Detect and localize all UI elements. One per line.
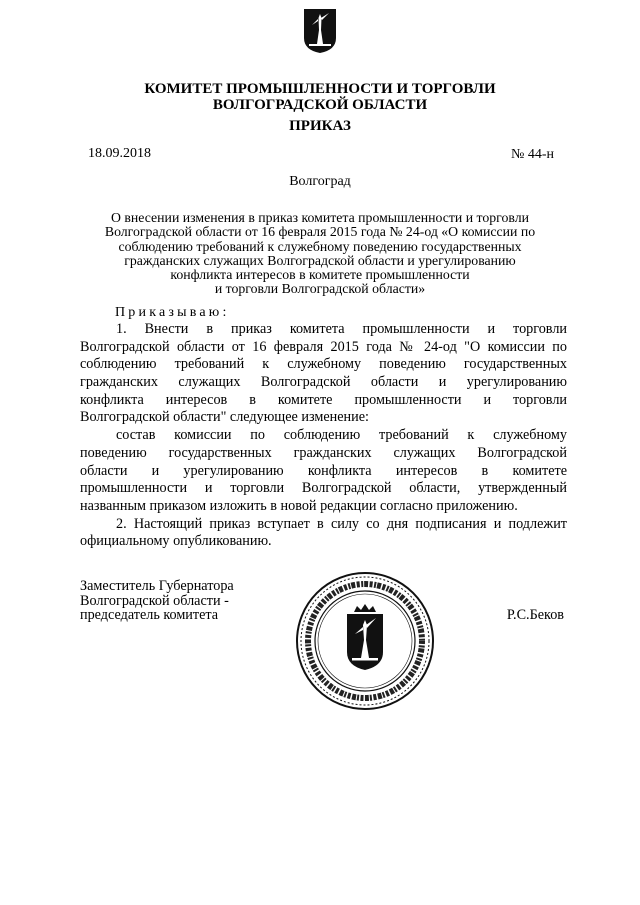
signatory-title-line: председатель комитета	[80, 607, 219, 624]
official-round-seal-icon	[294, 570, 436, 712]
body-line: названным приказом изложить в новой редакции согласно приложению.	[80, 497, 518, 514]
subject-line: гражданских служащих Волгоградской области и урегулированию	[124, 252, 516, 268]
body-line: области и урегулированию конфликта интересов в комитете	[80, 462, 567, 479]
organization-region: ВОЛГОГРАДСКОЙ ОБЛАСТИ	[212, 97, 428, 113]
subject-line: конфликта интересов в комитете промышленности	[170, 267, 470, 283]
body-line: Волгоградской области от 16 февраля 2015 года № 24-од "О комиссии по	[80, 338, 567, 355]
order-word: Приказываю:	[115, 305, 230, 320]
body-line: 1. Внести в приказ комитета промышленности и торговли	[116, 321, 567, 337]
subject-line: соблюдению требований к служебному поведению государственных	[118, 238, 522, 254]
document-body	[80, 321, 567, 551]
body-line: конфликта интересов в комитете промышленности и торговли	[80, 391, 567, 408]
body-line: Волгоградской области" следующее изменение:	[80, 409, 369, 426]
body-line: гражданских служащих Волгоградской области и урегулированию	[80, 374, 567, 391]
signatory-title	[80, 579, 234, 623]
signatory-title-line: Заместитель Губернатора	[80, 578, 234, 594]
subject-line: О внесении изменения в приказ комитета промышленности и торговли	[110, 210, 529, 225]
body-line: состав комиссии по соблюдению требований к служебному	[116, 427, 567, 444]
body-line: промышленности и торговли Волгоградской области, утвержденный	[80, 480, 567, 497]
subject-line: и торговли Волгоградской области»	[214, 281, 426, 297]
document-number: № 44-н	[510, 147, 554, 162]
volgograd-coat-of-arms-icon	[303, 8, 337, 54]
document-subject	[80, 211, 560, 297]
body-line: поведению государственных гражданских служащих Волгоградской	[80, 444, 567, 461]
signatory-title-line: Волгоградской области -	[80, 592, 229, 609]
document-date: 18.09.2018	[88, 146, 151, 161]
body-line: официальному опубликованию.	[80, 533, 272, 550]
body-line: соблюдению требований к служебному поведению государственных	[80, 356, 567, 373]
subject-line: Волгоградской области от 16 февраля 2015 года № 24-од «О комиссии по	[104, 224, 536, 240]
document-city: Волгоград	[289, 174, 351, 189]
organization-name: КОМИТЕТ ПРОМЫШЛЕННОСТИ И ТОРГОВЛИ	[144, 81, 496, 97]
signer-name: Р.С.Беков	[506, 607, 564, 623]
body-line: 2. Настоящий приказ вступает в силу со дня подписания и подлежит	[116, 515, 567, 532]
document-type: ПРИКАЗ	[289, 118, 351, 134]
